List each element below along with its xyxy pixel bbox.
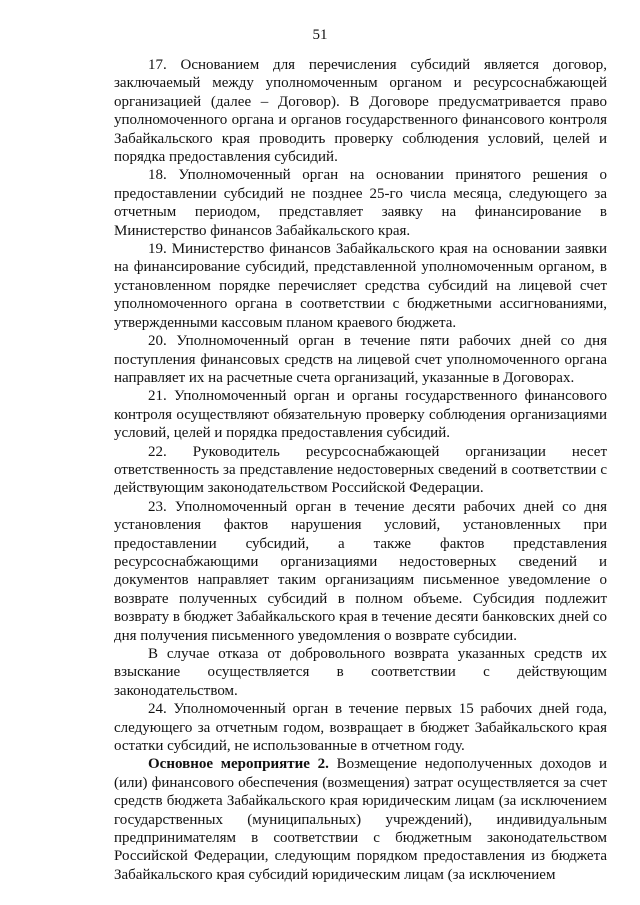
paragraph-23: 23. Уполномоченный орган в течение десяти рабочих дней со дня установления фактов нарушения условий, установленных при предоставлении субсидий, а также фактов представления ресурсоснабжающими организациями недостоверных сведений и документов направляет таким организациям письменное уведомление о возврате полученных субсидий в полном объеме. Субсидия подлежит возврату в бюджет Забайкальского края в течение десяти банковских дней со дня получения письменного уведомления о возврате субсидии. [114,498,607,644]
paragraph-20: 20. Уполномоченный орган в течение пяти рабочих дней со дня поступления финансовых средств на лицевой счет уполномоченного органа направляет их на расчетные счета организаций, указанные в Договорах. [114,333,607,386]
paragraph-21: 21. Уполномоченный орган и органы государственного финансового контроля осуществляют обязательную проверку соблюдения организациями условий, целей и порядка предоставления субсидий. [114,388,607,442]
paragraph-refusal: В случае отказа от добровольного возврата указанных средств их взыскание осуществляется в соответствии с действующим законодательством. [114,646,607,699]
paragraph-24: 24. Уполномоченный орган в течение первых 15 рабочих дней года, следующего за отчетным годом, возвращает в бюджет Забайкальского края остатки субсидий, не использованные в отчетном году. [114,701,607,755]
paragraph-19: 19. Министерство финансов Забайкальского края на основании заявки на финансирование субсидий, представленной уполномоченным органом, в установленном порядке перечисляет средства субсидий на лицевой счет уполномоченного органа в соответствии с бюджетными ассигнованиями, утвержденными кассовым планом краевого бюджета. [114,241,607,331]
paragraph-22: 22. Руководитель ресурсоснабжающей организации несет ответственность за представление недостоверных сведений в соответствии с действующим законодательством Российской Федерации. [114,443,607,497]
paragraph-17: 17. Основанием для перечисления субсидий является договор, заключаемый между уполномоченным органом и ресурсоснабжающей организацией (далее – Договор). В Договоре предусматривается право уполномоченного органа и органов государственного финансового контроля Забайкальского края проводить проверку соблюдения условий, целей и порядка предоставления субсидий. [114,57,607,166]
paragraph-18: 18. Уполномоченный орган на основании принятого решения о предоставлении субсидий не позднее 25-го числа месяца, следующего за отчетным периодом, представляет заявку на финансирование в Министерство финансов Забайкальского края. [114,167,607,239]
document-body [114,56,607,884]
main-activity-heading: Основное мероприятие 2. [148,756,329,773]
page-number: 51 [312,27,328,43]
main-activity-text: Возмещение недополученных доходов и (или) финансового обеспечения (возмещения) затрат осуществляется за счет средств бюджета Забайкальского края юридическим лицам (за исключением государственных (муниципальных) учреждений), индивидуальным предпринимателям в соответствии с бюджетным законодательством Российской Федерации, следующим порядком предоставления из бюджета Забайкальского края субсидий юридическим лицам (за исключением [114,756,608,883]
paragraph-main-activity-2 [114,755,607,884]
